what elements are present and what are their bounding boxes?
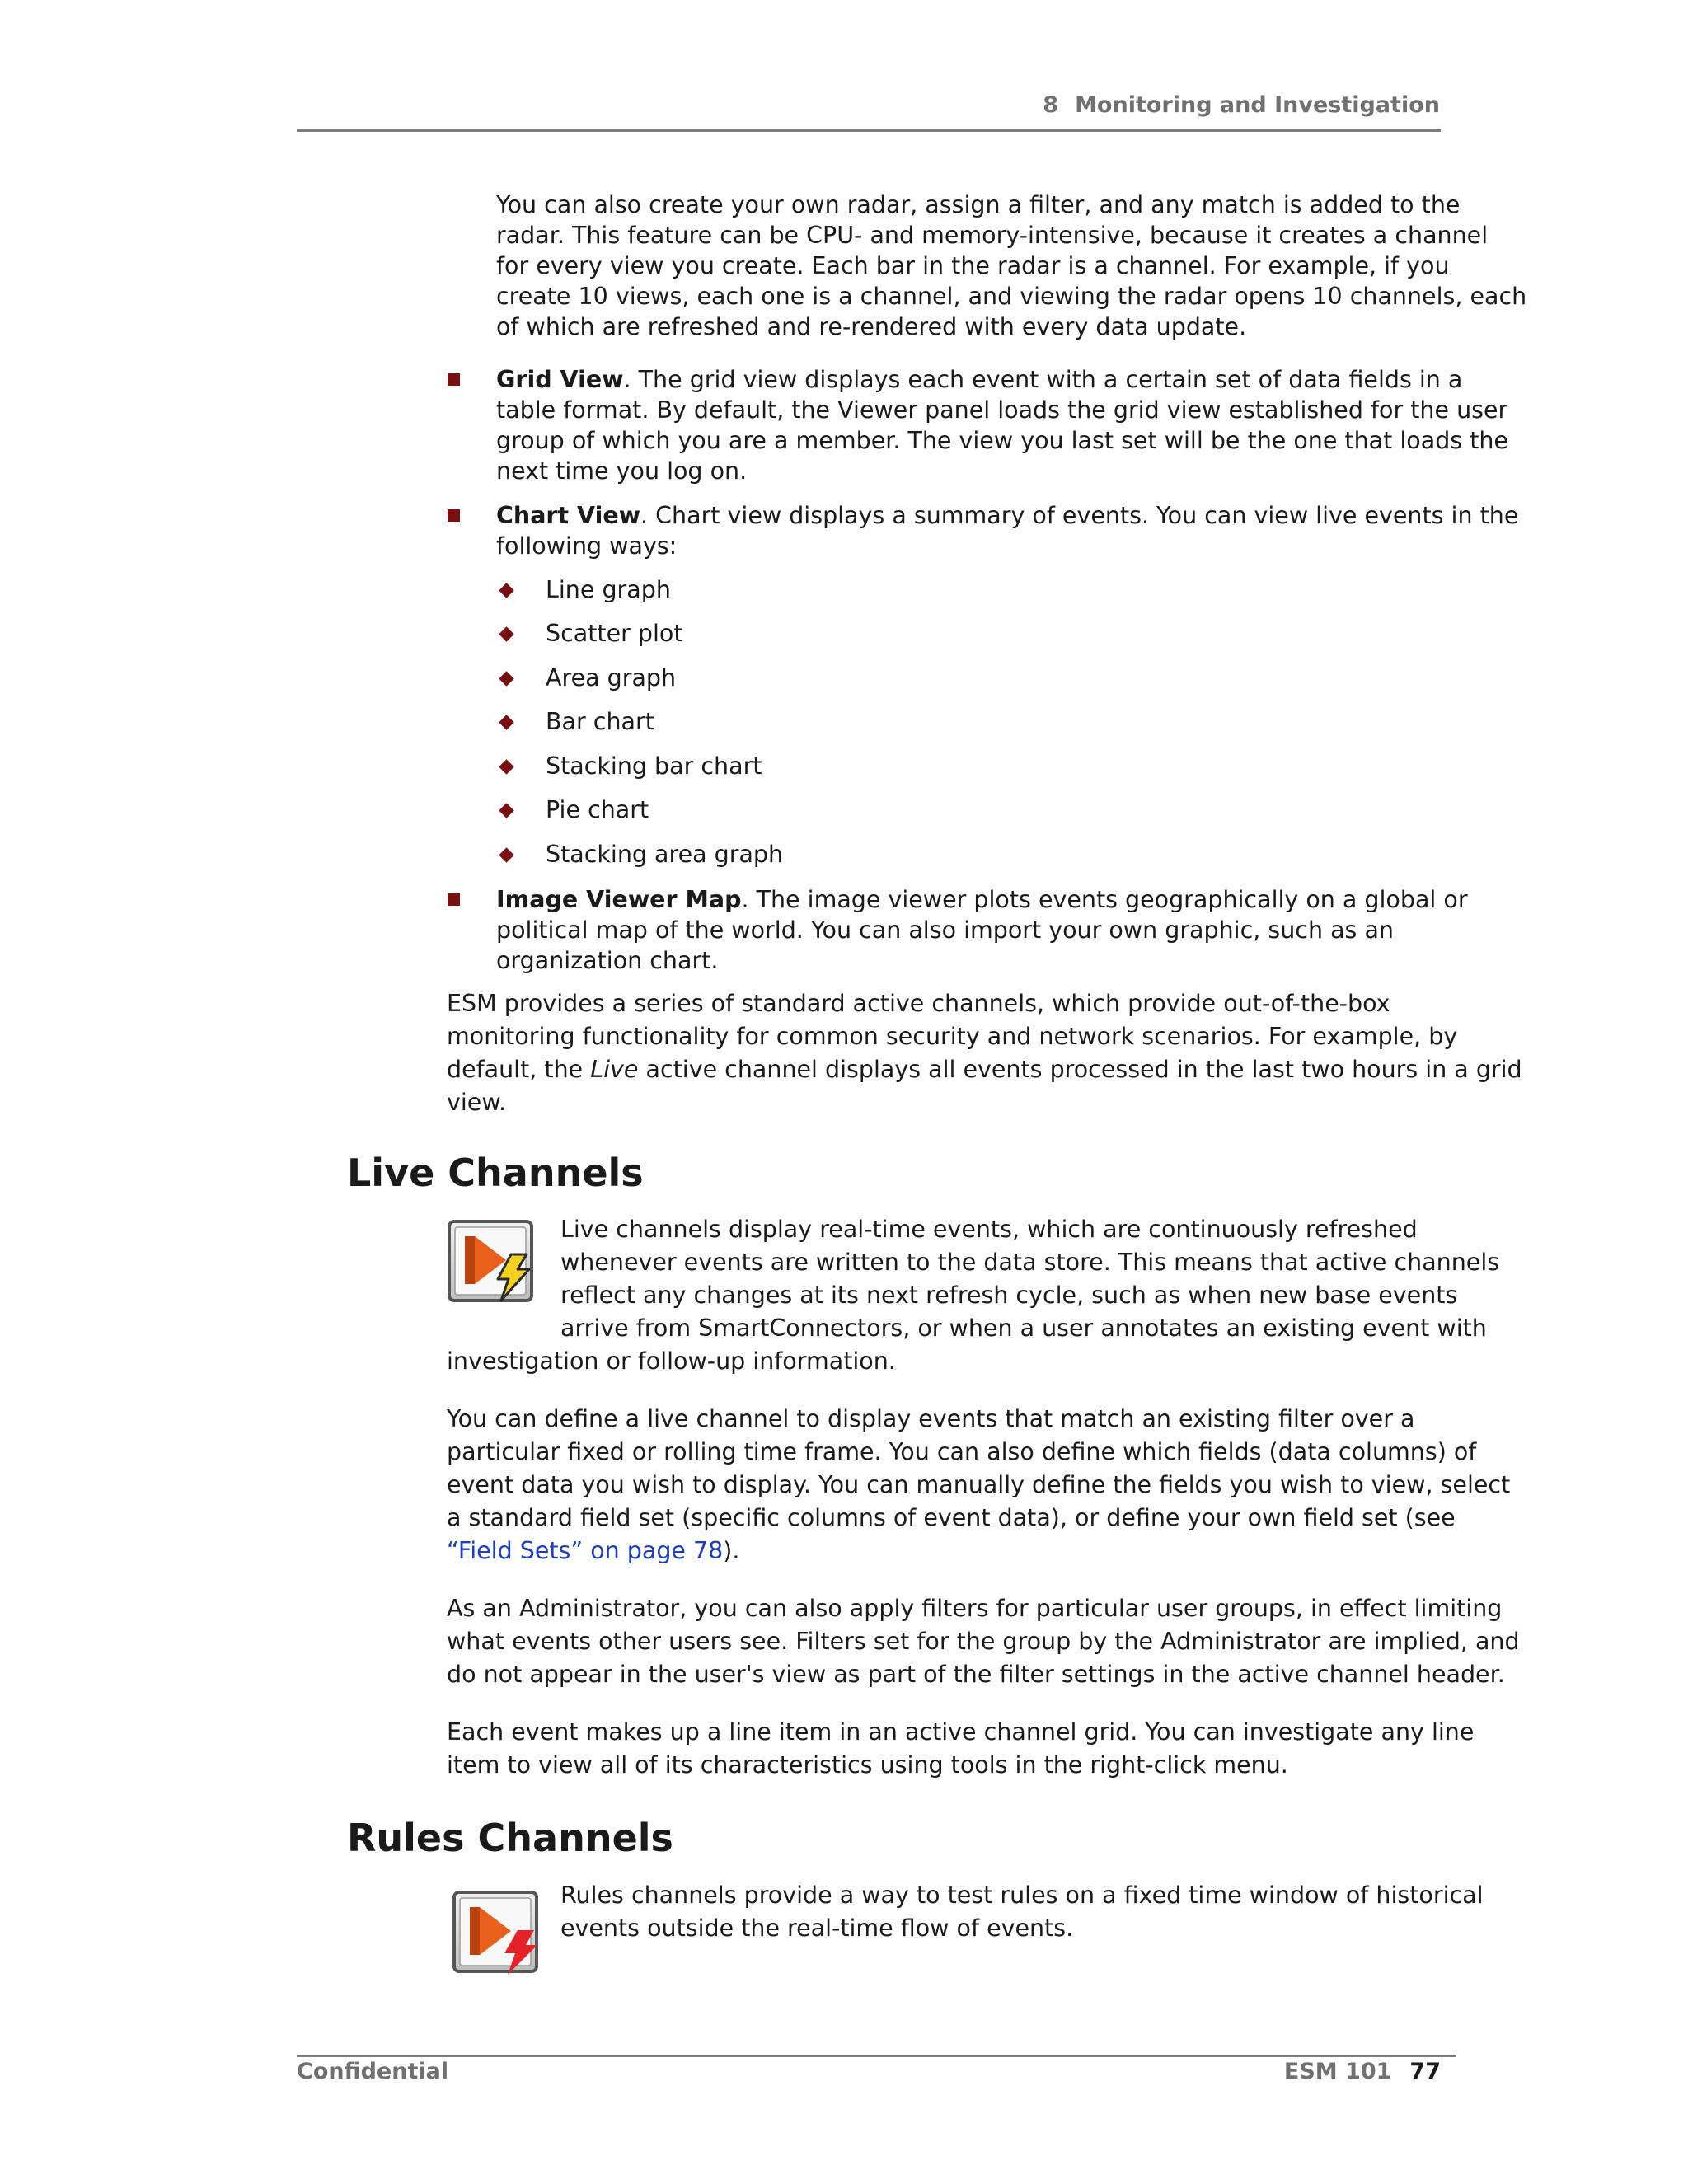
text-line: arrive from SmartConnectors, or when a user annotates an existing event with [560,1315,1487,1342]
text-line: Each event makes up a line item in an active channel grid. You can investigate any line [447,1718,1475,1746]
list-item: Area graph [546,664,677,691]
text-line: create 10 views, each one is a channel, and viewing the radar opens 10 channels, each [496,283,1527,310]
text-line: . The grid view displays each event with a certain set of data fields in a [623,366,1463,393]
footer-page-info [1220,2059,1441,2084]
text-line: radar. This feature can be CPU- and memory-intensive, because it creates a channel [496,222,1489,249]
text-line: organization chart. [496,947,719,974]
section-heading-live-channels: Live Channels [347,1151,644,1195]
diamond-bullet [499,759,513,774]
rules-channel-icon [452,1889,541,1978]
list-item: Scatter plot [546,620,683,647]
text-line: You can define a live channel to display events that match an existing filter over a [447,1405,1415,1432]
text-line: Live channels display real-time events, which are continuously refreshed [560,1216,1418,1243]
list-item: Bar chart [546,708,654,735]
chart-view-term: Chart View [496,502,641,529]
text-line: what events other users see. Filters set for the group by the Administrator are implied, and [447,1628,1520,1655]
image-viewer-term: Image Viewer Map [496,886,742,913]
text-line: You can also create your own radar, assign a filter, and any match is added to the [496,191,1461,218]
list-item: Pie chart [546,796,649,823]
text-line: whenever events are written to the data store. This means that active channels [560,1249,1500,1276]
text-line: group of which you are a member. The view you last set will be the one that loads the [496,427,1508,454]
grid-view-term: Grid View [496,366,624,393]
text-line: event data you wish to display. You can manually define the fields you wish to view, select [447,1471,1511,1498]
diamond-bullet [499,671,513,686]
text-line: particular fixed or rolling time frame. You can also define which fields (data columns) of [447,1438,1477,1465]
diamond-bullet [499,803,513,818]
diamond-bullet [499,626,513,641]
text-line: a standard field set (specific columns of event data), or define your own field set (see [447,1504,1456,1531]
footer-rule [297,2055,1456,2057]
chapter-title: Monitoring and Investigation [1075,92,1440,118]
diamond-bullet [499,847,513,862]
square-bullet [448,509,460,522]
diamond-bullet [499,715,513,729]
text-line: Rules channels provide a way to test rules on a fixed time window of historical [560,1882,1484,1909]
live-channels-paragraph-2 [447,1403,1510,1568]
text-line: next time you log on. [496,457,748,485]
footer-doc-name: ESM 101 [1283,2059,1392,2084]
text-line: reflect any changes at its next refresh cycle, such as when new base events [560,1282,1458,1309]
text-line: monitoring functionality for common security and network scenarios. For example, by [447,1023,1458,1050]
text-line: . The image viewer plots events geographically on a global or [741,886,1468,913]
text-line: As an Administrator, you can also apply filters for particular user groups, in effect limiting [447,1595,1503,1622]
text-line: do not appear in the user's view as part of the filter settings in the active channel header. [447,1661,1505,1688]
image-viewer-item [496,883,1468,977]
live-channels-intro [560,1213,1499,1345]
live-channels-intro-end [447,1345,896,1378]
list-item: Line graph [546,576,671,603]
text-line: table format. By default, the Viewer panel loads the grid view established for the user [496,396,1508,424]
field-sets-link[interactable]: “Field Sets” on page 78 [447,1537,724,1564]
header-rule [297,129,1441,132]
list-item: Stacking area graph [546,841,784,868]
text-line: following ways: [496,532,678,560]
chart-view-item [496,499,1518,563]
text-line: ESM provides a series of standard active channels, which provide out-of-the-box [447,990,1390,1017]
intro-paragraph [496,189,1526,344]
footer-confidential: Confidential [297,2059,449,2084]
square-bullet [448,373,460,386]
italic-term: Live [590,1056,639,1083]
diamond-bullet [499,583,513,598]
running-header [297,92,1440,118]
grid-view-item [496,363,1508,488]
rules-channels-text [560,1879,1484,1945]
live-channels-paragraph-4 [447,1716,1474,1782]
text-span: active channel displays all events processed in the last two hours in a grid [638,1056,1522,1083]
text-line: events outside the real-time flow of events. [560,1915,1074,1942]
text-span: ). [723,1537,740,1564]
live-channels-paragraph-3 [447,1592,1520,1691]
text-line: political map of the world. You can also import your own graphic, such as an [496,916,1394,944]
text-line: for every view you create. Each bar in the radar is a channel. For example, if you [496,252,1450,279]
text-line: investigation or follow-up information. [447,1347,896,1375]
text-span: default, the [447,1056,591,1083]
text-line: item to view all of its characteristics using tools in the right-click menu. [447,1751,1288,1779]
section-heading-rules-channels: Rules Channels [347,1816,673,1860]
square-bullet [448,893,460,906]
chapter-number: 8 [1043,92,1059,118]
esm-paragraph [447,987,1522,1119]
list-item: Stacking bar chart [546,752,762,780]
live-channel-icon [447,1218,536,1307]
page-number: 77 [1409,2059,1441,2084]
text-line: . Chart view displays a summary of events. You can view live events in the [640,502,1519,529]
text-line: view. [447,1089,507,1116]
text-line: of which are refreshed and re-rendered with every data update. [496,313,1247,340]
